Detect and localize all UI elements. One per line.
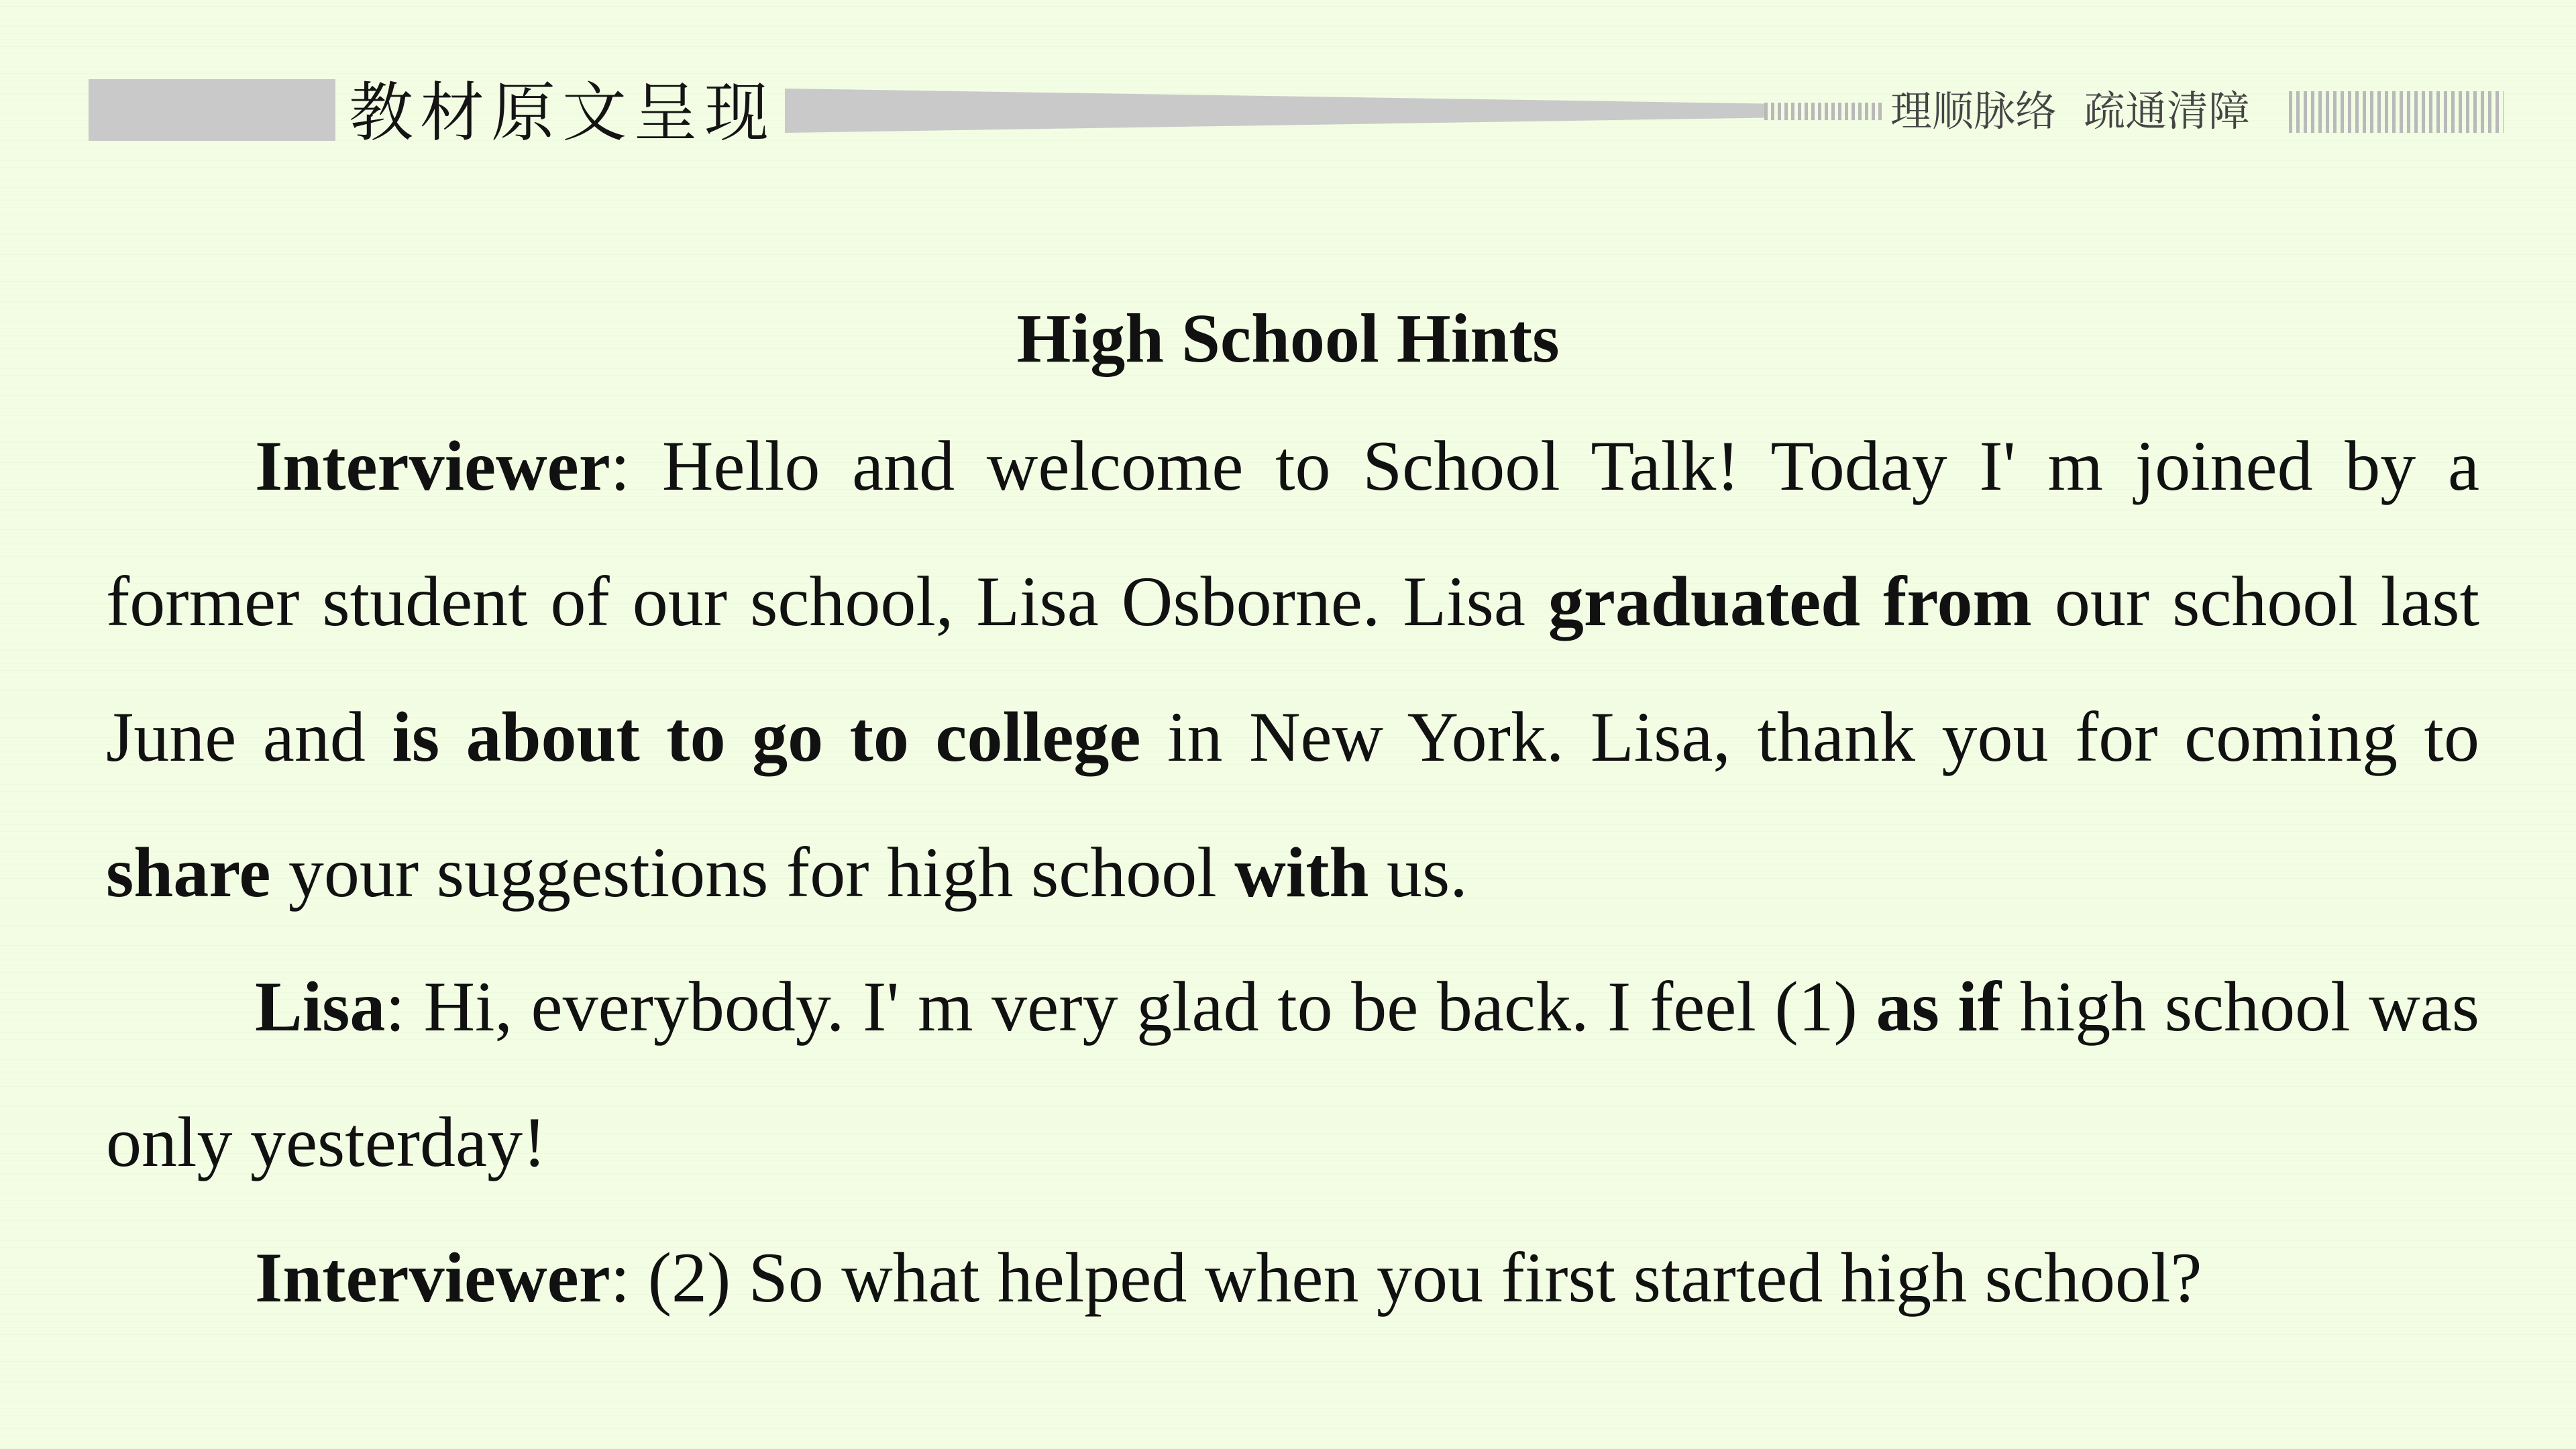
paragraph-text: : Hi, everybody. I' m very glad to be back. I feel (1) bbox=[385, 967, 1876, 1046]
paragraph-text: : Hello and welcome to School Talk! Today I' m joined by a former student of our school, Lisa Osborne. Lisa bbox=[106, 427, 2479, 641]
key-phrase: as if bbox=[1876, 967, 2002, 1046]
speaker-label: Interviewer bbox=[255, 427, 610, 505]
header-left-bar bbox=[89, 79, 335, 141]
key-phrase: with bbox=[1234, 833, 1369, 912]
header-tick-decoration-right bbox=[2289, 91, 2504, 133]
subtitle-part-2: 疏通清障 bbox=[2084, 87, 2251, 136]
paragraph-text: your suggestions for high school bbox=[270, 833, 1235, 912]
dialogue-paragraph bbox=[106, 1210, 2479, 1346]
key-phrase: is about to go to college bbox=[392, 698, 1141, 776]
key-phrase: share bbox=[106, 833, 271, 912]
speaker-label: Interviewer bbox=[255, 1238, 610, 1317]
dialogue-paragraph bbox=[106, 939, 2479, 1210]
section-subtitle bbox=[1890, 79, 2250, 144]
subtitle-part-1: 理顺脉络 bbox=[1890, 87, 2057, 136]
paragraph-text: us. bbox=[1368, 833, 1468, 912]
key-phrase: graduated from bbox=[1548, 562, 2032, 641]
section-title: 教材原文呈现 bbox=[349, 75, 775, 150]
article-title: High School Hints bbox=[1016, 300, 1560, 377]
header-tick-decoration-left bbox=[1764, 103, 1885, 120]
paragraph-text: high school was only yesterday! bbox=[106, 967, 2479, 1181]
header-tapered-bar bbox=[785, 89, 1764, 133]
paragraph-text: : (2) So what helped when you first started high school? bbox=[610, 1238, 2202, 1317]
dialogue-paragraph bbox=[106, 398, 2479, 941]
speaker-label: Lisa bbox=[255, 967, 386, 1046]
paragraph-text: in New York. Lisa, thank you for coming to bbox=[1140, 698, 2479, 776]
section-header bbox=[0, 0, 2576, 174]
paragraph-text: our school last June and bbox=[106, 562, 2480, 776]
